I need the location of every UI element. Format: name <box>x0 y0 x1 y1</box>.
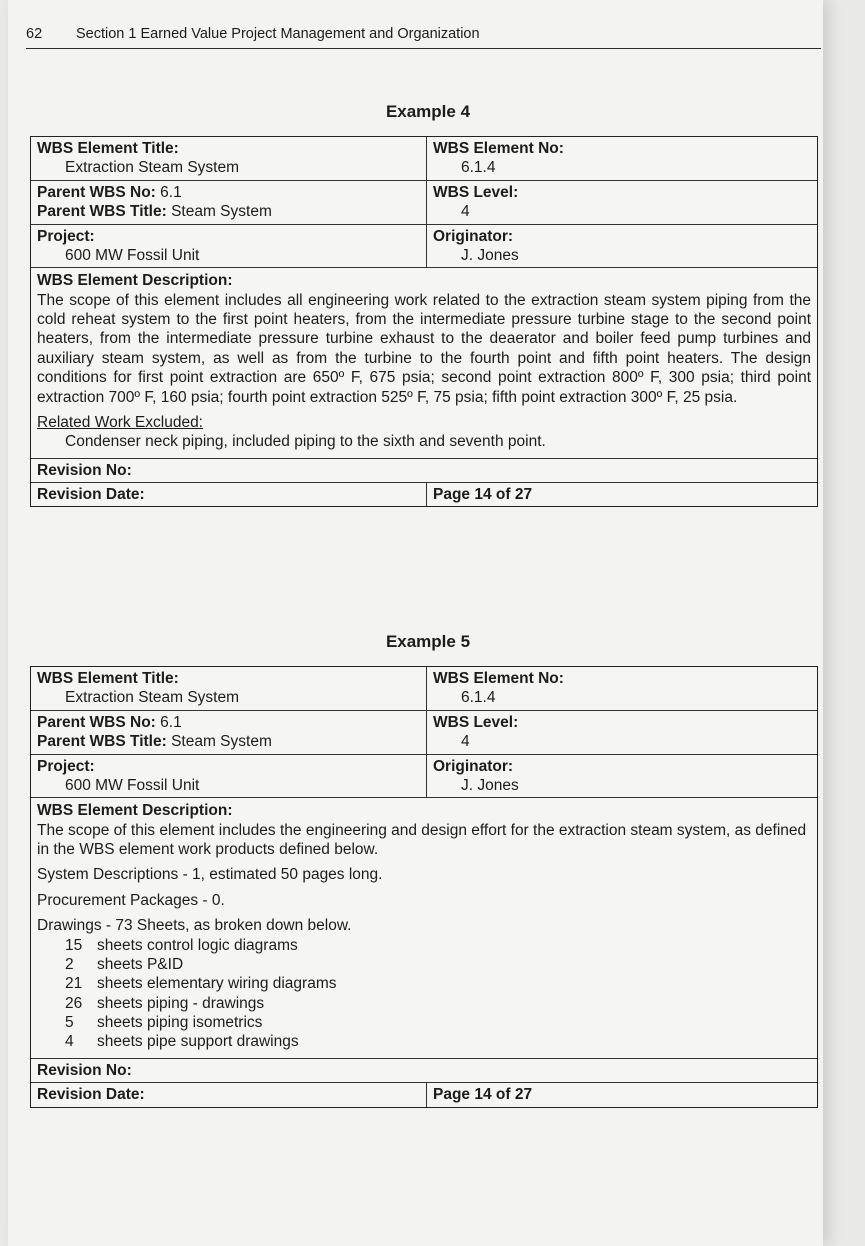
parent-title-label: Parent WBS Title: <box>37 733 167 751</box>
revision-date-label: Revision Date: <box>31 483 427 506</box>
wbs-no-label: WBS Element No: <box>433 140 564 157</box>
parent-no-value: 6.1 <box>160 183 182 201</box>
revision-no-row <box>31 1059 817 1083</box>
project-value: 600 MW Fossil Unit <box>65 776 200 794</box>
parent-no-label: Parent WBS No: <box>37 713 156 731</box>
description-text: The scope of this element includes the engineering and design effort for the extraction steam system, as defined in the WBS element work products defined below. <box>37 821 807 858</box>
drawing-desc: sheets pipe support drawings <box>97 1033 299 1051</box>
drawing-list <box>37 936 811 1052</box>
drawing-desc: sheets control logic diagrams <box>97 936 298 954</box>
description-row <box>31 798 817 1059</box>
revision-no-label: Revision No: <box>37 461 132 479</box>
drawing-qty: 26 <box>65 994 83 1012</box>
project-label: Project: <box>37 757 95 775</box>
drawing-qty: 21 <box>65 975 83 993</box>
project-value: 600 MW Fossil Unit <box>65 246 200 264</box>
wbs-no-label: WBS Element No: <box>433 670 564 687</box>
excluded-label: Related Work Excluded: <box>37 413 203 431</box>
wbs-form-example-5 <box>30 666 818 1108</box>
wbs-level-label: WBS Level: <box>433 183 519 201</box>
revision-date-label: Revision Date: <box>31 1083 427 1106</box>
description-text: The scope of this element includes all engineering work related to the extraction steam system piping from the cold reheat system to the first point heaters, from the intermediate pressure turbine stage to the second point heaters, from the intermediate pressure turbine exhaust to the deaerator and boiler feed pump turbines and auxiliary steam system, as well as from the turbine to the fourth point and fifth point heaters. The design conditions for first point extraction are 650º F, 675 psia; second point extraction 800º F, 300 psia; third point extraction 700º F, 160 psia; fourth point extraction 525º F, 75 psia; fifth point extraction 300º F, 25 psia. <box>37 291 811 406</box>
book-page <box>8 0 823 1246</box>
parent-title-value: Steam System <box>171 203 272 221</box>
originator-label: Originator: <box>433 757 514 775</box>
originator-value: J. Jones <box>461 776 519 794</box>
drawing-item <box>37 1032 811 1051</box>
drawing-qty: 2 <box>65 955 74 973</box>
drawing-qty: 5 <box>65 1014 74 1031</box>
parent-title-value: Steam System <box>171 733 272 751</box>
revision-no-row <box>31 459 817 483</box>
running-header <box>26 26 821 49</box>
parent-no-label: Parent WBS No: <box>37 183 156 201</box>
project-row <box>31 755 817 799</box>
parent-no-value: 6.1 <box>160 713 182 731</box>
wbs-form-example-4 <box>30 136 818 507</box>
drawing-desc: sheets piping - drawings <box>97 994 265 1012</box>
page-number: 62 <box>26 26 43 42</box>
drawing-item <box>37 936 811 955</box>
wbs-level-value: 4 <box>461 203 470 221</box>
drawing-desc: sheets piping isometrics <box>97 1014 263 1031</box>
drawing-desc: sheets elementary wiring diagrams <box>97 975 337 993</box>
wbs-no-value: 6.1.4 <box>461 689 496 707</box>
drawing-qty: 15 <box>65 936 83 954</box>
description-label: WBS Element Description: <box>37 272 233 290</box>
excluded-text: Condenser neck piping, included piping to the sixth and seventh point. <box>65 433 546 451</box>
wbs-title-value: Extraction Steam System <box>65 689 240 707</box>
title-row <box>31 137 817 181</box>
drawings-summary: Drawings - 73 Sheets, as broken down below. <box>37 917 352 935</box>
revision-date-row <box>31 1083 817 1106</box>
page-count: Page 14 of 27 <box>433 1086 533 1104</box>
wbs-no-value: 6.1.4 <box>461 159 496 177</box>
page-count: Page 14 of 27 <box>433 486 533 503</box>
description-row <box>31 268 817 458</box>
wbs-title-label: WBS Element Title: <box>37 140 179 157</box>
originator-value: J. Jones <box>461 246 519 264</box>
originator-label: Originator: <box>433 227 514 245</box>
running-title: Section 1 Earned Value Project Management and Organization <box>76 26 480 42</box>
drawing-desc: sheets P&ID <box>97 955 184 973</box>
wbs-level-label: WBS Level: <box>433 713 519 731</box>
procurement-packages: Procurement Packages - 0. <box>37 891 225 909</box>
example-4-heading: Example 4 <box>385 102 471 121</box>
revision-no-label: Revision No: <box>37 1061 132 1079</box>
parent-row <box>31 711 817 755</box>
drawing-item <box>37 1013 811 1032</box>
drawing-item <box>37 955 811 974</box>
system-descriptions: System Descriptions - 1, estimated 50 pages long. <box>37 866 383 884</box>
drawing-item <box>37 994 811 1013</box>
drawing-qty: 4 <box>65 1033 74 1051</box>
example-5-heading: Example 5 <box>385 632 471 651</box>
parent-title-label: Parent WBS Title: <box>37 203 167 221</box>
wbs-title-label: WBS Element Title: <box>37 670 179 687</box>
project-label: Project: <box>37 227 95 245</box>
title-row <box>31 667 817 711</box>
parent-row <box>31 181 817 225</box>
project-row <box>31 225 817 269</box>
wbs-level-value: 4 <box>461 733 470 751</box>
description-label: WBS Element Description: <box>37 802 233 820</box>
revision-date-row <box>31 483 817 506</box>
drawing-item <box>37 974 811 993</box>
wbs-title-value: Extraction Steam System <box>65 159 240 177</box>
